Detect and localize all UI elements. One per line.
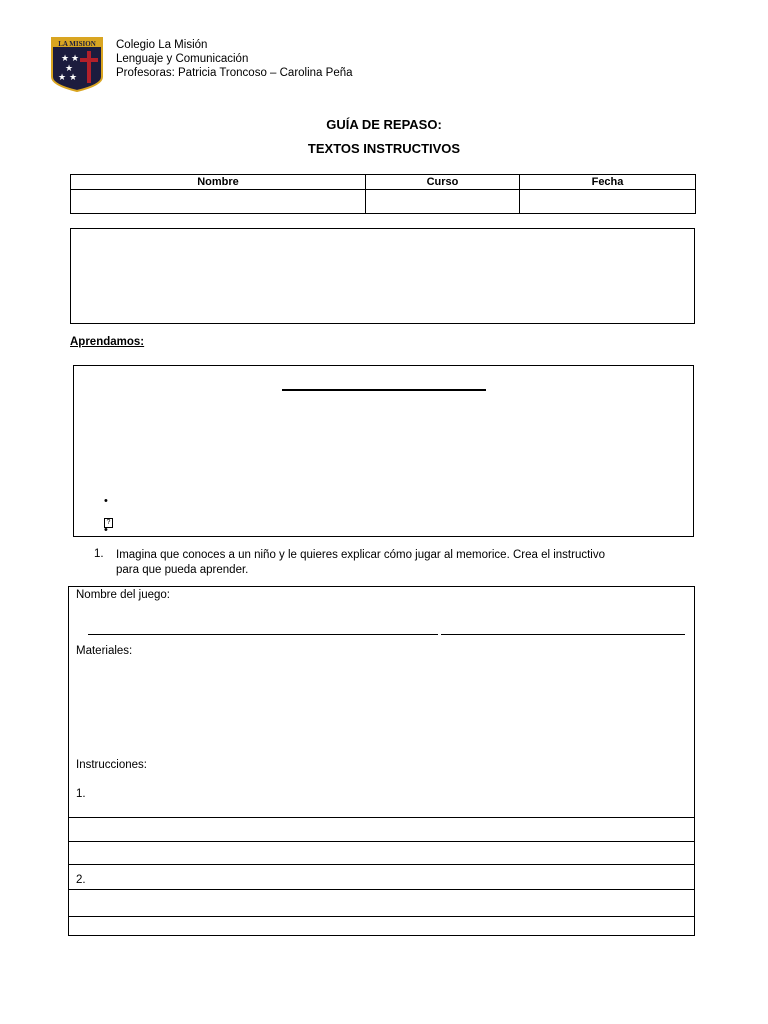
header-block [116, 38, 353, 80]
teachers-line: Profesoras: Patricia Troncoso – Carolina Peña [116, 67, 353, 79]
logo-text: LA MISION [58, 40, 96, 48]
game-name-line-2[interactable] [441, 634, 685, 635]
question-text [116, 548, 716, 578]
question-text-line-2: para que pueda aprender. [116, 564, 249, 576]
learn-title-underline [282, 389, 486, 391]
title-line-2: TEXTOS INSTRUCTIVOS [307, 141, 461, 156]
school-name: Colegio La Misión [116, 39, 208, 51]
writing-line-2[interactable] [69, 841, 694, 842]
writing-line-1[interactable] [69, 817, 694, 818]
missing-glyph-icon: ? [104, 518, 113, 528]
instructive-form [68, 586, 695, 936]
writing-line-4[interactable] [69, 889, 694, 890]
learn-box [73, 365, 694, 537]
step-1-label: 1. [76, 788, 86, 800]
date-cell[interactable] [520, 190, 696, 214]
game-name-label: Nombre del juego: [76, 589, 170, 601]
objectives-box [70, 228, 695, 324]
svg-text:★: ★ [69, 72, 78, 82]
bullet-1: • [104, 495, 108, 507]
question-text-line-1: Imagina que conoces a un niño y le quieres explicar cómo jugar al memorice. Crea el instructivo [116, 549, 605, 561]
svg-text:★: ★ [58, 72, 67, 82]
student-info-table [70, 174, 696, 214]
game-name-line-1[interactable] [88, 634, 438, 635]
writing-line-5[interactable] [69, 916, 694, 917]
date-header: Fecha [520, 175, 696, 190]
svg-text:★: ★ [71, 53, 80, 63]
name-header: Nombre [71, 175, 366, 190]
svg-text:★: ★ [61, 53, 70, 63]
materials-label: Materiales: [76, 645, 133, 657]
svg-text:★: ★ [65, 63, 74, 73]
school-logo [51, 37, 103, 92]
question-number: 1. [94, 548, 104, 560]
name-cell[interactable] [71, 190, 366, 214]
learn-heading: Aprendamos: [70, 336, 145, 348]
title-line-1: GUÍA DE REPASO: [326, 117, 442, 132]
subject-name: Lenguaje y Comunicación [116, 53, 249, 65]
course-header: Curso [366, 175, 520, 190]
instructions-label: Instrucciones: [76, 759, 147, 771]
writing-line-3[interactable] [69, 864, 694, 865]
step-2-label: 2. [76, 874, 86, 886]
bullet-3: • [104, 524, 108, 536]
course-cell[interactable] [366, 190, 520, 214]
